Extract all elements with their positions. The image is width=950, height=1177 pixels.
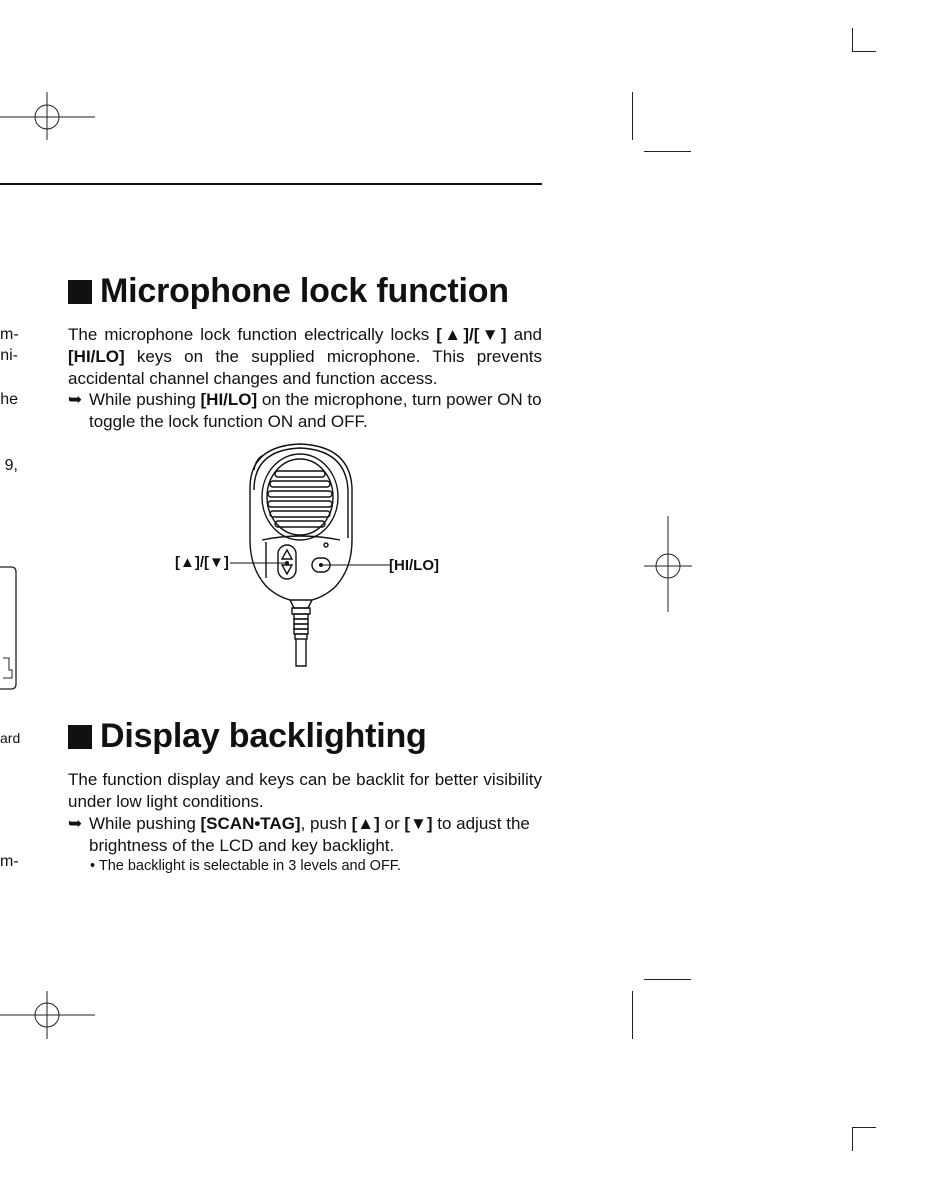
black-square-icon <box>68 725 92 749</box>
key-label-hilo: [HI/LO] <box>68 347 125 366</box>
crop-line <box>632 92 633 140</box>
text-run: on the microphone, turn power ON to toggle the lock function ON and OFF. <box>89 390 542 431</box>
backlight-instruction <box>68 813 542 857</box>
key-label-updown: [▲]/[▼] <box>436 325 507 344</box>
backlight-description: The function display and keys can be backlit for better visibility under low light conditions. <box>68 770 542 811</box>
crop-line <box>644 979 691 980</box>
cropped-illustration <box>0 566 20 692</box>
fragment-text: he <box>0 391 18 408</box>
text-run: While pushing <box>89 814 201 833</box>
text-run: or <box>379 814 405 833</box>
key-label-hilo: [HI/LO] <box>200 390 258 409</box>
fragment-text: 9, <box>4 457 18 474</box>
text-run: and <box>506 325 542 344</box>
crop-line <box>852 28 853 52</box>
crop-line <box>852 1127 876 1128</box>
black-square-icon <box>68 280 92 304</box>
key-label-scan-tag: [SCAN•TAG] <box>200 814 301 833</box>
key-label-down: [▼] <box>404 814 433 833</box>
text-run: While pushing <box>89 390 201 409</box>
registration-target-icon <box>0 991 100 1041</box>
text-run: The microphone lock function electrically locks <box>68 325 437 344</box>
fragment-text: ard <box>0 730 21 746</box>
microphone-icon <box>228 440 398 670</box>
crop-line <box>852 51 876 52</box>
callout-hilo-key: [HI/LO] <box>389 557 439 574</box>
crop-line <box>644 151 691 152</box>
callout-updown-keys: [▲]/[▼] <box>175 554 229 571</box>
backlight-note: • The backlight is selectable in 3 levels and OFF. <box>90 858 402 874</box>
section-title: Display backlighting <box>100 717 427 755</box>
fragment-text: m- <box>0 853 19 870</box>
arrow-bullet-icon: ➥ <box>68 390 83 409</box>
fragment-text: ni- <box>0 347 18 364</box>
fragment-text: m- <box>0 326 19 343</box>
registration-target-icon <box>640 516 696 614</box>
lock-instruction <box>68 389 542 433</box>
text-run: keys on the supplied microphone. This prevents accidental channel changes and function access. <box>68 347 542 388</box>
header-rule <box>0 183 542 185</box>
section-title: Microphone lock function <box>100 272 509 310</box>
crop-line <box>632 991 633 1039</box>
crop-line <box>852 1127 853 1151</box>
section-heading-microphone-lock <box>68 272 509 311</box>
text-run: , push <box>300 814 352 833</box>
arrow-bullet-icon: ➥ <box>68 814 83 833</box>
registration-target-icon <box>0 92 100 142</box>
lock-description <box>68 324 542 390</box>
text-run: to adjust the brightness of the LCD and key backlight. <box>89 814 530 855</box>
section-heading-display-backlighting <box>68 717 427 756</box>
key-label-up: [▲] <box>351 814 380 833</box>
